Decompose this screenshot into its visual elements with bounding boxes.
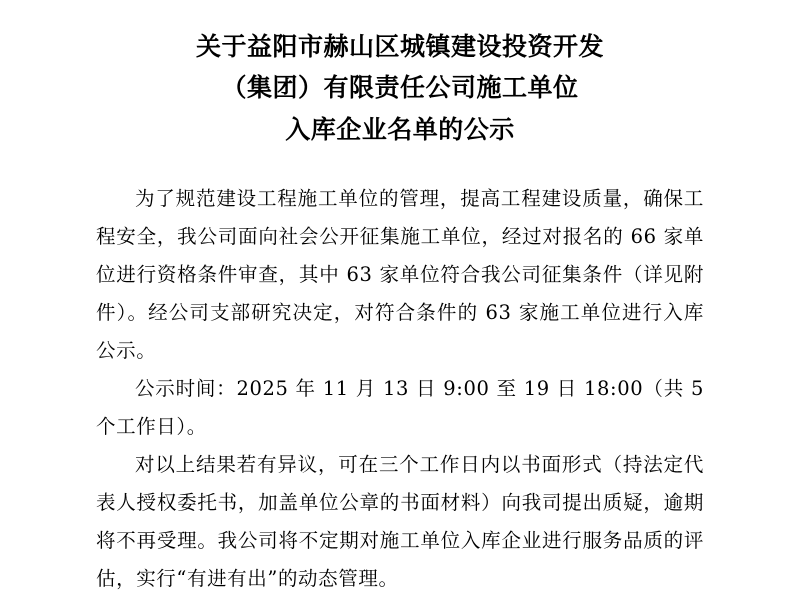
document-title-line-1: 关于益阳市赫山区城镇建设投资开发	[195, 32, 604, 61]
document-title-line-2: （集团）有限责任公司施工单位	[221, 73, 579, 103]
document-title	[96, 26, 704, 150]
document-title-line-3: 入库企业名单的公示	[285, 114, 515, 144]
paragraph-2: 公示时间：2025 年 11 月 13 日 9:00 至 19 日 18:00（共 5 个工作日）。	[96, 376, 704, 438]
paragraph-1: 为了规范建设工程施工单位的管理，提高工程建设质量，确保工程安全，我公司面向社会公开征集施工单位，经过对报名的 66 家单位进行资格条件审查，其中 63 家单位符合我公司征集条件（详见附件）。经公司支部研究决定，对符合条件的 63 家施工单位进行入库公示。	[96, 186, 704, 362]
paragraph-3: 对以上结果若有异议，可在三个工作日内以书面形式（持法定代表人授权委托书，加盖单位公章的书面材料）向我司提出质疑，逾期将不再受理。我公司将不定期对施工单位入库企业进行服务品质的评估，实行“有进有出”的动态管理。	[96, 452, 704, 590]
document-body	[96, 180, 704, 598]
